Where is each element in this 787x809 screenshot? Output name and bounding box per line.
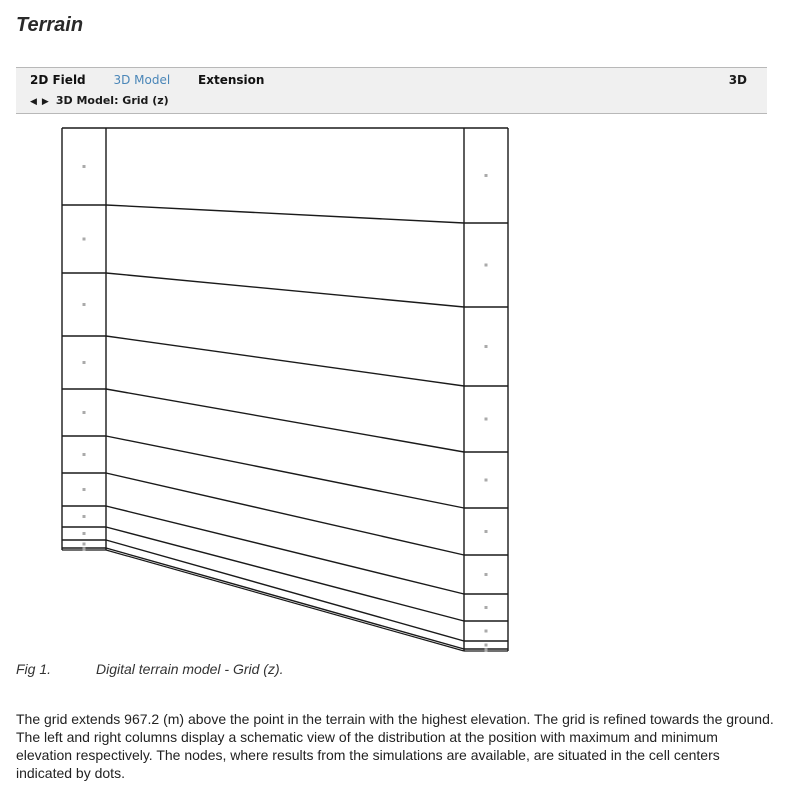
node-dot — [83, 303, 86, 306]
grid-layer-line — [106, 205, 464, 223]
node-dot — [485, 418, 488, 421]
node-dot — [485, 264, 488, 267]
triangle-right-icon[interactable]: ▶ — [41, 97, 49, 107]
node-dot — [485, 530, 488, 533]
grid-layer-line — [106, 389, 464, 452]
node-dot — [83, 411, 86, 414]
grid-lines — [62, 128, 508, 651]
node-dot — [83, 453, 86, 456]
tab-extension[interactable]: Extension — [198, 73, 265, 87]
node-dot — [485, 630, 488, 633]
node-dot — [83, 361, 86, 364]
node-dot — [83, 543, 86, 546]
page-title: Terrain — [16, 14, 84, 36]
node-dot — [83, 515, 86, 518]
figure-number: Fig 1. — [16, 661, 52, 677]
grid-layer-line — [106, 548, 464, 649]
grid-layer-line — [106, 336, 464, 386]
node-dot — [83, 532, 86, 535]
node-dot — [485, 174, 488, 177]
node-dot — [485, 606, 488, 609]
figure-caption — [16, 661, 284, 677]
tab-3d-model[interactable]: 3D Model — [113, 73, 171, 87]
mode-3d-button[interactable]: 3D — [728, 73, 747, 87]
node-dot — [485, 649, 488, 652]
description-paragraph: The grid extends 967.2 (m) above the point in the terrain with the highest elevation. The grid is refined towards the ground. The left and right columns display a schematic view of the distribution at the position with maximum and minimum elevation respectively. The nodes, where results from the simulations are available, are situated in the cell centers indicated by dots. — [16, 711, 774, 781]
grid-bottom-line — [106, 550, 464, 651]
triangle-left-icon[interactable]: ◀ — [30, 97, 37, 107]
node-dot — [485, 573, 488, 576]
node-dots — [83, 165, 488, 652]
tab-2d-field[interactable]: 2D Field — [30, 73, 86, 87]
grid-layer-line — [106, 273, 464, 307]
node-dot — [83, 488, 86, 491]
figure-caption-text: Digital terrain model - Grid (z). — [96, 661, 284, 677]
breadcrumb-label: 3D Model: Grid (z) — [55, 94, 169, 107]
node-dot — [485, 345, 488, 348]
grid-layer-line — [106, 527, 464, 621]
grid-layer-line — [106, 473, 464, 555]
node-dot — [485, 479, 488, 482]
node-dot — [83, 238, 86, 241]
node-dot — [83, 548, 86, 551]
grid-layer-line — [106, 540, 464, 641]
grid-layer-line — [106, 506, 464, 594]
node-dot — [83, 165, 86, 168]
node-dot — [485, 644, 488, 647]
grid-layer-line — [106, 436, 464, 508]
